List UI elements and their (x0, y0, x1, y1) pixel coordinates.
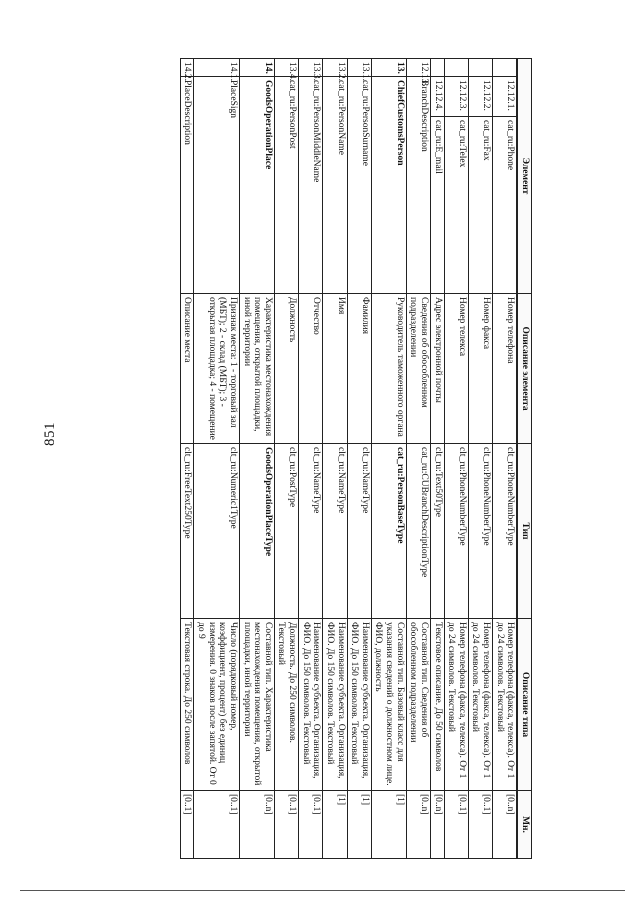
type-name: clt_ru:NameType (323, 444, 347, 619)
row-number: 12.12.1. (493, 77, 518, 117)
element-description: Отчество (299, 294, 323, 444)
type-name: clt_ru:PhoneNumberType (493, 444, 518, 619)
type-description: Наименование субъекта. Организация, ФИО. До 150 символов. Текстовый (299, 619, 323, 791)
multiplicity: [0..1] (444, 791, 468, 859)
type-description: Текстовая строка. До 250 символов (180, 619, 194, 791)
element-name: cat_ru:Fax (468, 117, 492, 294)
type-description: Номер телефона (факса, телекса). От 1 до 24 символов. Текстовый (468, 619, 492, 791)
type-description: Наименование субъекта. Организация, ФИО. До 150 символов. Текстовый (323, 619, 347, 791)
element-description: Признак места: 1 - торговый зал (МБТ); 2 - склад (МБТ); 3 - открытая площадка; 4 - помещение (194, 294, 240, 444)
type-description: Составной тип. Характеристика местонахождения помещения, открытой площадки, иной территории (240, 619, 275, 791)
element-name: cat_ru:PersonPost (274, 77, 298, 294)
row-number: 14.2. (180, 59, 194, 77)
type-description: Составной тип. Базовый класс для указания сведений о должностном лице. ФИО, должность (371, 619, 406, 791)
indent-cell (431, 59, 445, 77)
type-name: clt_ru:NameType (299, 444, 323, 619)
element-description: Должность (274, 294, 298, 444)
element-name: cat_ru:PersonName (323, 77, 347, 294)
type-name: clt_ru:FreeText250Type (180, 444, 194, 619)
page-edge-line (20, 890, 625, 891)
type-description: Номер телефона (факса, телекса). От 1 до 24 символов. Текстовый (444, 619, 468, 791)
header-multiplicity: Мн. (517, 791, 531, 859)
row-number: 14. (240, 59, 275, 77)
row-number: 14.1. (194, 59, 240, 77)
indent-cell (444, 59, 468, 77)
header-element-description: Описание элемента (517, 294, 531, 444)
row-number: 13.2. (323, 59, 347, 77)
indent-cell (493, 59, 518, 77)
type-name: clt_ru:PhoneNumberType (444, 444, 468, 619)
multiplicity: [0..1] (274, 791, 298, 859)
type-name: clt_ru:NameType (347, 444, 371, 619)
multiplicity: [1] (371, 791, 406, 859)
type-name: cat_ru:CUBranchDescriptionType (406, 444, 430, 619)
row-number: 13.3. (299, 59, 323, 77)
element-description: Описание места (180, 294, 194, 444)
type-name: clt_ru:Numeric1Type (194, 444, 240, 619)
element-name: GoodsOperationPlace (240, 77, 275, 294)
table-row (444, 59, 468, 859)
element-name: PlaceSign (194, 77, 240, 294)
table-row (180, 59, 194, 859)
type-description: Число (порядковый номер, коэффициент, процент) без единиц измерения. 0 знаков после запятой. От 0 до 9 (194, 619, 240, 791)
element-description: Характеристика местонахождения помещения, открытой площадки, иной территории (240, 294, 275, 444)
table-row (194, 59, 240, 859)
element-description: Сведения об обособленном подразделении (406, 294, 430, 444)
row-number: 13. (371, 59, 406, 77)
element-description: Фамилия (347, 294, 371, 444)
table-header-row (517, 59, 531, 859)
table-row (347, 59, 371, 859)
header-type-description: Описание типа (517, 619, 531, 791)
row-number: 13.4. (274, 59, 298, 77)
type-description: Наименование субъекта. Организация, ФИО. До 150 символов. Текстовый (347, 619, 371, 791)
type-name: clt_ru:Text50Type (431, 444, 445, 619)
row-number: 12.13. (406, 59, 430, 77)
table-row (406, 59, 430, 859)
element-description: Номер факса (468, 294, 492, 444)
type-name: GoodsOperationPlaceType (240, 444, 275, 619)
element-name: ChiefCustomsPerson (371, 77, 406, 294)
element-name: cat_ru:Phone (493, 117, 518, 294)
type-description: Текстовое описание. До 50 символов (431, 619, 445, 791)
element-name: cat_ru:Telex (444, 117, 468, 294)
table-row (299, 59, 323, 859)
type-description: Номер телефона (факса, телекса). От 1 до 24 символов. Текстовый (493, 619, 518, 791)
page-number: 851 (42, 422, 58, 446)
row-number: 12.12.3. (444, 77, 468, 117)
table-row (493, 59, 518, 859)
element-description: Номер телефона (493, 294, 518, 444)
multiplicity: [1] (323, 791, 347, 859)
table-row (431, 59, 445, 859)
row-number: 12.12.2. (468, 77, 492, 117)
multiplicity: [0..1] (299, 791, 323, 859)
multiplicity: [0..n] (240, 791, 275, 859)
header-type: Тип (517, 444, 531, 619)
row-number: 13.1. (347, 59, 371, 77)
multiplicity: [0..n] (431, 791, 445, 859)
multiplicity: [0..n] (406, 791, 430, 859)
element-name: cat_ru:PersonMiddleName (299, 77, 323, 294)
type-description: Должность. До 250 символов. Текстовый (274, 619, 298, 791)
element-description: Руководитель таможенного органа (371, 294, 406, 444)
multiplicity: [1] (347, 791, 371, 859)
table-row (468, 59, 492, 859)
table-row (323, 59, 347, 859)
type-name: cat_ru:PersonBaseType (371, 444, 406, 619)
element-name: cat_ru:PersonSurname (347, 77, 371, 294)
type-description: Составной тип. Сведения об обособленном подразделении (406, 619, 430, 791)
rotated-table-wrapper (92, 58, 532, 858)
type-name: clt_ru:PostType (274, 444, 298, 619)
multiplicity: [0..1] (468, 791, 492, 859)
element-name: PlaceDescription (180, 77, 194, 294)
element-name: BranchDescription (406, 77, 430, 294)
table-row (371, 59, 406, 859)
multiplicity: [0..n] (493, 791, 518, 859)
element-description: Имя (323, 294, 347, 444)
element-name: cat_ru:E_mail (431, 117, 445, 294)
table-row (240, 59, 275, 859)
element-description: Номер телекса (444, 294, 468, 444)
element-description: Адрес электронной почты (431, 294, 445, 444)
header-element: Элемент (517, 59, 531, 294)
element-table (180, 58, 532, 859)
multiplicity: [0..1] (180, 791, 194, 859)
table-row (274, 59, 298, 859)
row-number: 12.12.4. (431, 77, 445, 117)
indent-cell (468, 59, 492, 77)
type-name: clt_ru:PhoneNumberType (468, 444, 492, 619)
multiplicity: [0..1] (194, 791, 240, 859)
